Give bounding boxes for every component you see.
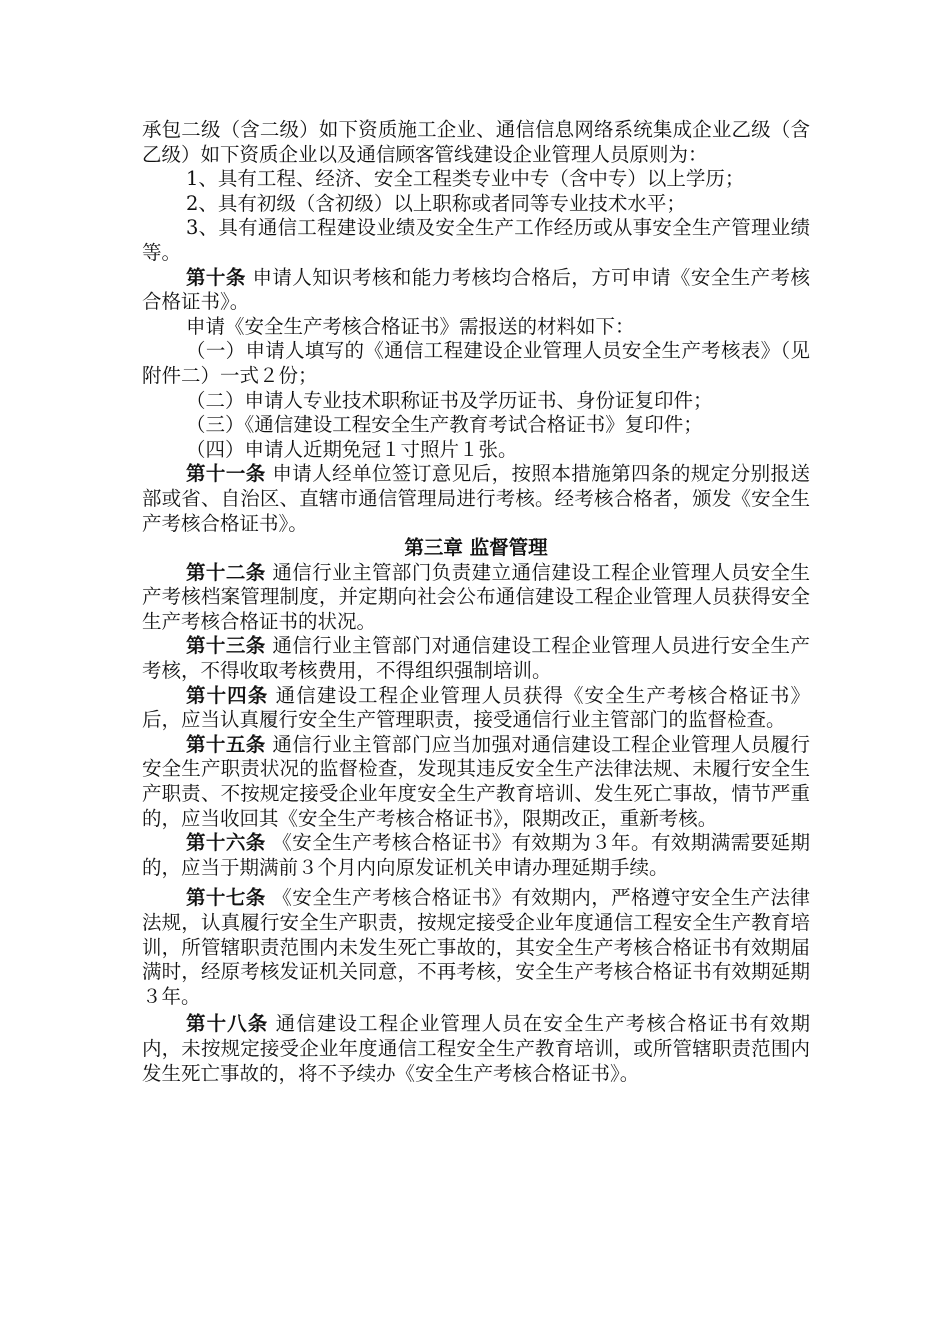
requirement-3: 3、具有通信工程建设业绩及安全生产工作经历或从事安全生产管理业绩等。 (142, 216, 810, 264)
article-13-label: 第十三条 (186, 634, 266, 658)
requirement-1: 1、具有工程、经济、安全工程类专业中专（含中专）以上学历； (186, 167, 745, 191)
article-12-label: 第十二条 (186, 560, 266, 584)
article-16 (142, 831, 810, 880)
article-18-text: 通信建设工程企业管理人员在安全生产考核合格证书有效期内，未按规定接受企业年度通信工程安全生产教育培训，或所管辖职责范围内发生死亡事故的，将不予续办《安全生产考核合格证书》。 (142, 1012, 810, 1085)
requirement-2: 2、具有初级（含初级）以上职称或者同等专业技术水平； (186, 191, 686, 215)
article-17-text: 《安全生产考核合格证书》有效期内，严格遵守安全生产法律法规，认真履行安全生产职责，按规定接受企业年度通信工程安全生产教育培训，所管辖职责范围内未发生死亡事故的，其安全生产考核合格证书有效期届满时，经原考核发证机关同意，不再考核，安全生产考核合格证书有效期延期３年。 (142, 886, 810, 1008)
article-15 (142, 733, 810, 831)
article-13 (142, 634, 810, 683)
materials-intro: 申请《安全生产考核合格证书》需报送的材料如下： (186, 314, 635, 338)
document-page (142, 118, 810, 1086)
article-13-text: 通信行业主管部门对通信建设工程企业管理人员进行安全生产考核，不得收取考核费用，不得组织强制培训。 (142, 634, 810, 683)
material-2: （二）申请人专业技术职称证书及学历证书、身份证复印件； (186, 388, 713, 412)
material-3: （三）《通信建设工程安全生产教育考试合格证书》复印件； (186, 413, 703, 437)
article-14-label: 第十四条 (186, 683, 269, 707)
article-16-text: 《安全生产考核合格证书》有效期为３年。有效期满需要延期的，应当于期满前３个月内向原发证机关申请办理延期手续。 (142, 831, 810, 879)
article-11 (142, 462, 810, 536)
article-12 (142, 561, 810, 635)
material-4: （四）申请人近期免冠１寸照片１张。 (186, 437, 518, 461)
article-11-text: 申请人经单位签订意见后，按照本措施第四条的规定分别报送部或省、自治区、直辖市通信管理局进行考核。经考核合格者，颁发《安全生产考核合格证书》。 (142, 462, 810, 535)
article-14 (142, 684, 810, 733)
material-1: （一）申请人填写的《通信工程建设企业管理人员安全生产考核表》（见附件二）一式２份； (142, 339, 810, 387)
article-15-label: 第十五条 (186, 732, 266, 756)
article-14-text: 通信建设工程企业管理人员获得《安全生产考核合格证书》后，应当认真履行安全生产管理职责，接受通信行业主管部门的监督检查。 (142, 683, 810, 732)
article-17-label: 第十七条 (186, 886, 266, 910)
article-12-text: 通信行业主管部门负责建立通信建设工程企业管理人员安全生产考核档案管理制度，并定期向社会公布通信建设工程企业管理人员获得安全生产考核合格证书的状况。 (142, 560, 810, 633)
article-10 (142, 266, 810, 315)
article-10-label: 第十条 (186, 265, 246, 289)
article-18-label: 第十八条 (186, 1012, 269, 1036)
chapter-heading: 第三章 监督管理 (404, 536, 548, 560)
paragraph-intro: 承包二级（含二级）如下资质施工企业、通信信息网络系统集成企业乙级（含乙级）如下资质企业以及通信顾客管线建设企业管理人员原则为： (142, 118, 810, 166)
article-17 (142, 886, 810, 1009)
article-18 (142, 1012, 810, 1086)
article-10-text: 申请人知识考核和能力考核均合格后，方可申请《安全生产考核合格证书》。 (142, 265, 810, 314)
article-11-label: 第十一条 (186, 462, 266, 486)
article-15-text: 通信行业主管部门应当加强对通信建设工程企业管理人员履行安全生产职责状况的监督检查，发现其违反安全生产法律法规、未履行安全生产职责、不按规定接受企业年度安全生产教育培训、发生死亡事故，情节严重的，应当收回其《安全生产考核合格证书》，限期改正，重新考核。 (142, 732, 810, 830)
article-16-label: 第十六条 (186, 831, 266, 855)
